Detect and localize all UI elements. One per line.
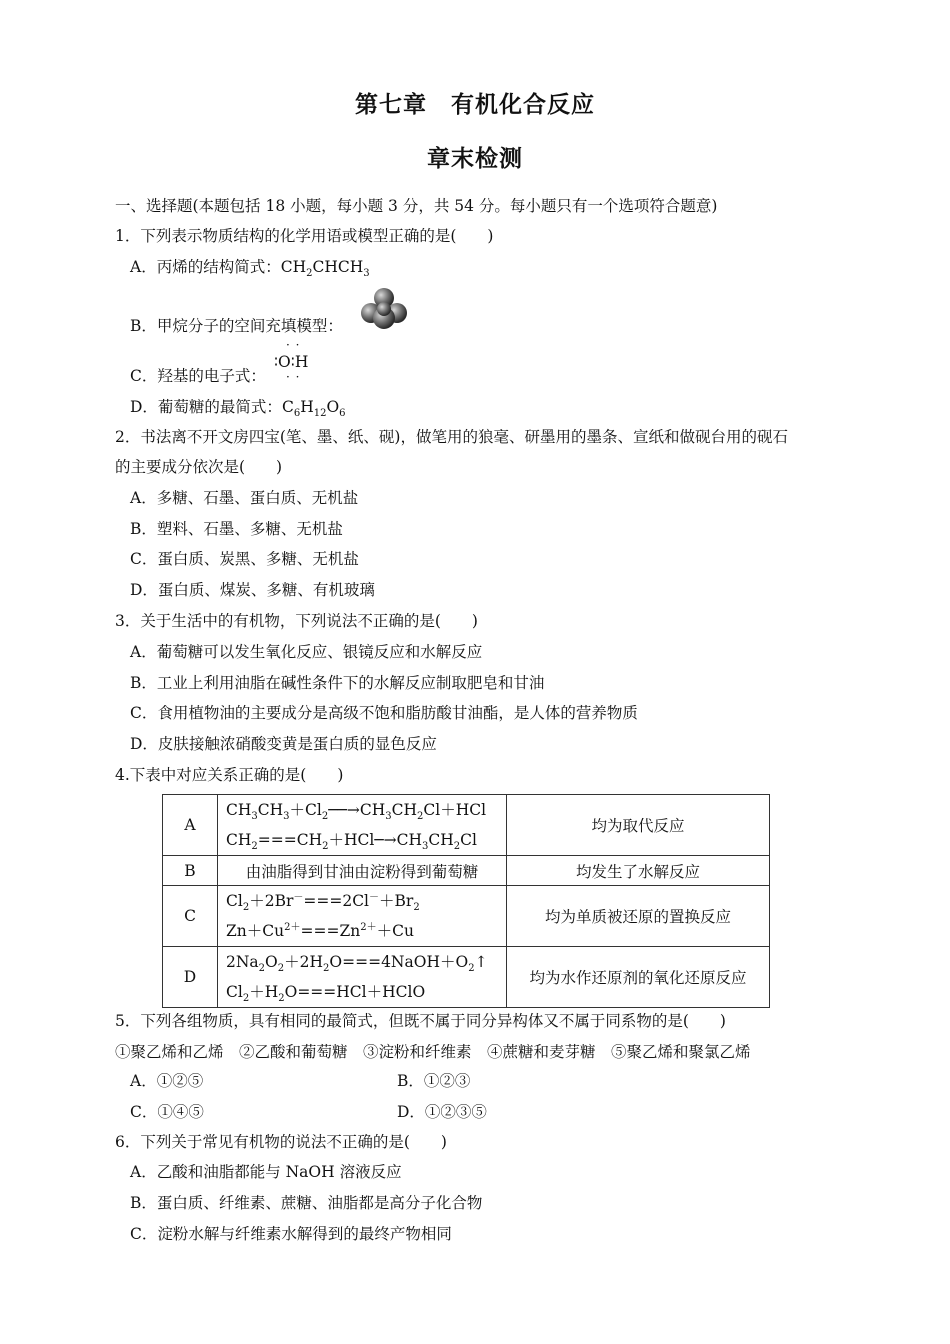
q5-option-a: A．①②⑤ (130, 1072, 204, 1090)
q6-option-a: A．乙酸和油脂都能与 NaOH 溶液反应 (130, 1163, 402, 1181)
reaction-equations: $Cl_2+2Br^-===2Cl^-+Br_2$ $Zn+Cu^{2+}===Zn^{2+}+Cu$ (218, 886, 507, 947)
hydroxyl-electron-formula: ∶O∶H (274, 353, 309, 371)
reaction-equations: $CH_3CH_3+Cl_2──\to CH_3CH_2Cl+HCl$ $CH_2===CH_2+HCl─\to CH_3CH_2Cl$ (218, 795, 507, 856)
q3-option-a: A．葡萄糖可以发生氧化反应、银镜反应和水解反应 (130, 643, 483, 661)
q3-stem: 3．关于生活中的有机物，下列说法不正确的是( ) (115, 612, 478, 630)
q3-option-d: D．皮肤接触浓硝酸变黄是蛋白质的显色反应 (130, 735, 437, 753)
q2-option-c: C．蛋白质、炭黑、多糖、无机盐 (130, 550, 359, 568)
q2-option-d: D．蛋白质、煤炭、多糖、有机玻璃 (130, 581, 375, 599)
q3-option-b: B．工业上利用油脂在碱性条件下的水解反应制取肥皂和甘油 (130, 674, 545, 692)
row-label: D (163, 947, 218, 1008)
q2-stem-line1: 2．书法离不开文房四宝(笔、墨、纸、砚)，做笔用的狼毫、研墨用的墨条、宣纸和做砚台用的砚石 (115, 428, 788, 446)
q1-stem: 1．下列表示物质结构的化学用语或模型正确的是( ) (115, 227, 494, 245)
reaction-equations: $2Na_2O_2+2H_2O===4NaOH+O_2↑$ $Cl_2+H_2O===HCl+HClO$ (218, 947, 507, 1008)
q5-option-d: D．①②③⑤ (397, 1103, 487, 1121)
q3-option-c: C．食用植物油的主要成分是高级不饱和脂肪酸甘油酯，是人体的营养物质 (130, 704, 638, 722)
q4-table (162, 794, 770, 1008)
table-row (163, 856, 770, 886)
q5-option-b: B．①②③ (397, 1072, 471, 1090)
row-result: 均为单质被还原的置换反应 (507, 886, 770, 947)
row-result: 均为取代反应 (507, 795, 770, 856)
q5-option-c: C．①④⑤ (130, 1103, 204, 1121)
q1-option-c: C．羟基的电子式： (130, 367, 266, 385)
section-title: 章末检测 (427, 146, 523, 172)
table-row (163, 947, 770, 1008)
q6-option-c: C．淀粉水解与纤维素水解得到的最终产物相同 (130, 1225, 452, 1243)
hydrogen-symbol: H (294, 353, 309, 371)
q4-stem: 4.下表中对应关系正确的是( ) (115, 766, 344, 784)
q2-option-a: A．多糖、石墨、蛋白质、无机盐 (130, 489, 359, 507)
q5-stem: 5．下列各组物质，具有相同的最简式，但既不属于同分异构体又不属于同系物的是( ) (115, 1012, 726, 1030)
q1-option-a (130, 257, 370, 280)
q2-option-b: B．塑料、石墨、多糖、无机盐 (130, 520, 343, 538)
table-row (163, 795, 770, 856)
q6-option-b: B．蛋白质、纤维素、蔗糖、油脂都是高分子化合物 (130, 1194, 483, 1212)
row-label: C (163, 886, 218, 947)
electron-dots-bottom: · · (286, 370, 301, 384)
electron-dots-top: · · (286, 338, 301, 352)
row-result: 均为水作还原剂的氧化还原反应 (507, 947, 770, 1008)
row-label: B (163, 856, 218, 886)
row-label: A (163, 795, 218, 856)
q1-option-d (130, 397, 346, 420)
q1-a-label: A．丙烯的结构简式： (130, 258, 281, 276)
methane-space-filling-model (360, 287, 408, 331)
q1-d-formula: $C_6H_{12}O_6$ (281, 398, 346, 420)
table-row (163, 886, 770, 947)
q1-option-b: B．甲烷分子的空间充填模型： (130, 317, 343, 335)
q2-stem-line2: 的主要成分依次是( ) (115, 458, 283, 476)
q6-stem: 6．下列关于常见有机物的说法不正确的是( ) (115, 1133, 447, 1151)
row-content: 由油脂得到甘油由淀粉得到葡萄糖 (218, 856, 507, 886)
section-intro: 一、选择题(本题包括 18 小题，每小题 3 分，共 54 分。每小题只有一个选项符合题意) (115, 197, 718, 215)
q5-items: ①聚乙烯和乙烯 ②乙酸和葡萄糖 ③淀粉和纤维素 ④蔗糖和麦芽糖 ⑤聚乙烯和聚氯乙烯 (115, 1043, 751, 1061)
row-result: 均发生了水解反应 (507, 856, 770, 886)
q1-d-label: D．葡萄糖的最简式： (130, 398, 282, 416)
chapter-title: 第七章 有机化合反应 (355, 92, 595, 118)
oxygen-symbol: O (278, 353, 291, 371)
q1-a-formula: $CH_2CHCH_3$ (280, 258, 370, 280)
